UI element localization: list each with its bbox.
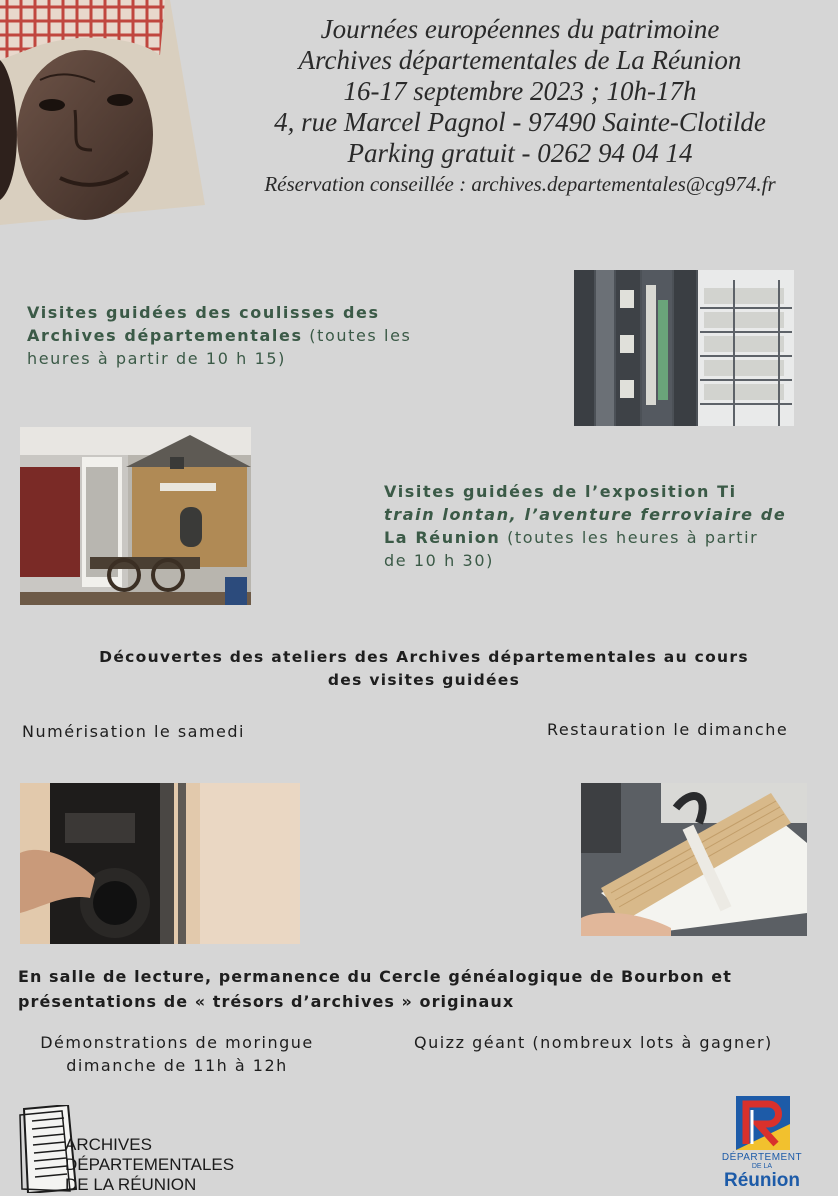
numerisation-label: Numérisation le samedi (22, 722, 245, 741)
train-exhibition-photo (20, 427, 251, 605)
visit2-title-1: Visites guidées de l’exposition Ti (384, 482, 737, 501)
visit1-schedule-2: heures à partir de 10 h 15) (27, 349, 286, 368)
moringue-text (18, 1031, 336, 1077)
quizz-text: Quizz géant (nombreux lots à gagner) (414, 1033, 773, 1052)
event-header (205, 14, 835, 199)
digitization-camera-photo (20, 783, 300, 944)
header-parking-phone: Parking gratuit - 0262 94 04 14 (347, 138, 693, 168)
visit-exhibition-text (384, 480, 824, 572)
archives-logo-line-2: DÉPARTEMENTALES (65, 1155, 235, 1174)
departement-logo-line-2: DE LA (751, 1163, 773, 1170)
workshops-line-1: Découvertes des ateliers des Archives départementales au cours (99, 648, 749, 666)
header-reservation: Réservation conseillée : archives.departementales@cg974.fr (264, 172, 776, 196)
archive-shelves-photo (574, 270, 794, 426)
restauration-label: Restauration le dimanche (547, 720, 789, 739)
moringue-line-1: Démonstrations de moringue (40, 1033, 314, 1052)
visit2-schedule-1: (toutes les heures à partir (500, 528, 759, 547)
header-address: 4, rue Marcel Pagnol - 97490 Sainte-Clotilde (274, 107, 766, 137)
header-institution: Archives départementales de La Réunion (298, 45, 742, 75)
visit1-title-1: Visites guidées des coulisses des (27, 303, 380, 322)
workshops-heading (40, 646, 808, 692)
header-dates: 16-17 septembre 2023 ; 10h-17h (343, 76, 697, 106)
departement-logo-line-1: DÉPARTEMENT (721, 1152, 803, 1163)
header-event-name: Journées européennes du patrimoine (320, 14, 720, 44)
departement-r-emblem (736, 1096, 790, 1150)
moringue-line-2: dimanche de 11h à 12h (66, 1056, 288, 1075)
visit-backstage-text (27, 301, 467, 370)
departement-reunion-logo (712, 1094, 812, 1194)
restoration-book-photo (581, 783, 807, 936)
archives-logo-line-3: DE LA RÉUNION (65, 1175, 197, 1194)
reading-room-text (18, 964, 833, 1014)
archives-logo-line-1: ARCHIVES (65, 1135, 152, 1154)
visit1-schedule-1: (toutes les (302, 326, 412, 345)
workshops-line-2: des visites guidées (327, 671, 521, 689)
portrait-painting (0, 0, 205, 225)
visit2-title-3: La Réunion (384, 528, 501, 547)
visit2-schedule-2: de 10 h 30) (384, 551, 494, 570)
reading-room-line-1: En salle de lecture, permanence du Cercle généalogique de Bourbon et (18, 967, 732, 986)
visit1-title-2: Archives départementales (27, 326, 303, 345)
departement-logo-line-3: Réunion (724, 1170, 800, 1191)
visit2-title-2: train lontan, l’aventure ferroviaire de (384, 505, 787, 524)
reading-room-line-2: présentations de « trésors d’archives » originaux (18, 992, 515, 1011)
archives-logo (18, 1105, 258, 1195)
